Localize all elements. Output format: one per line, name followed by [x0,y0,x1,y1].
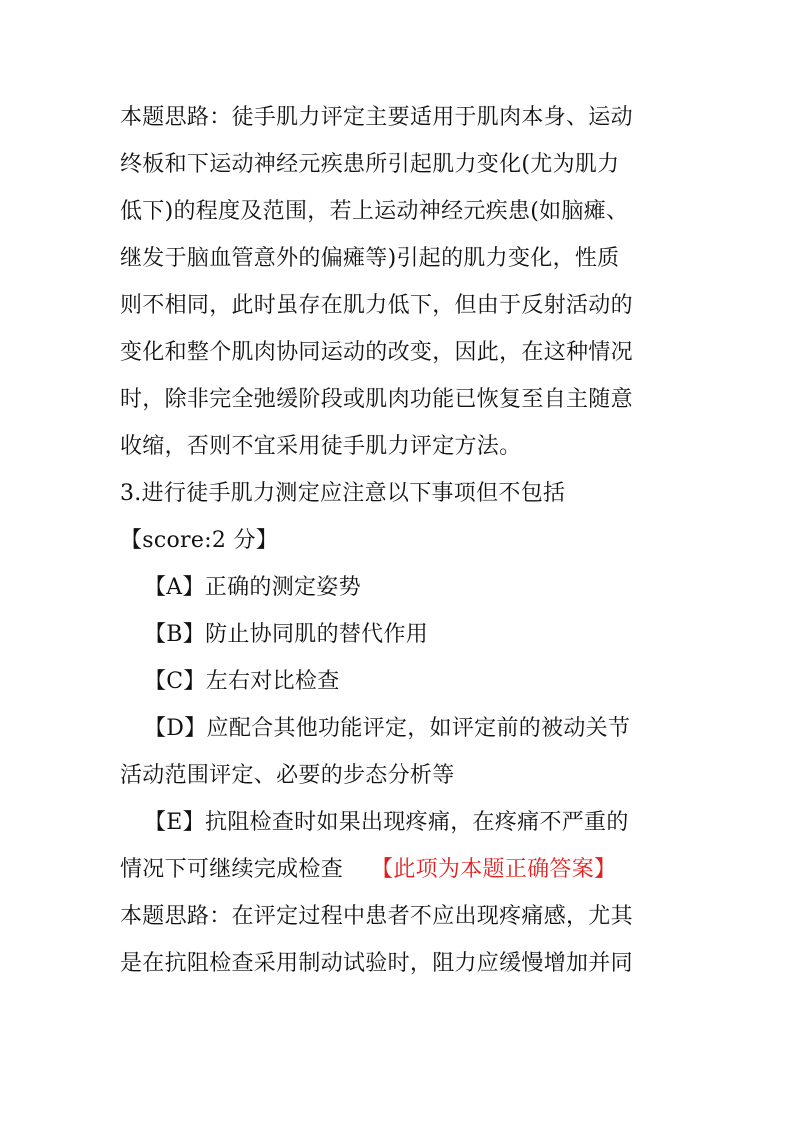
explanation-line-3: 低下)的程度及范围，若上运动神经元疾患(如脑瘫、 [120,199,629,224]
explanation-line-5: 则不相同，此时虽存在肌力低下，但由于反射活动的 [120,293,633,318]
option-b: 【B】防止协同肌的替代作用 [144,622,429,647]
explanation-line-8: 收缩，否则不宜采用徒手肌力评定方法。 [120,434,522,459]
option-a: 【A】正确的测定姿势 [144,575,361,600]
explanation2-line-1: 本题思路：在评定过程中患者不应出现疼痛感，尤其 [120,904,633,929]
option-c: 【C】左右对比检查 [144,669,340,694]
document-body [120,94,680,987]
question-text: 3.进行徒手肌力测定应注意以下事项但不包括 [120,481,566,506]
correct-answer-marker: 【此项为本题正确答案】 [371,857,617,882]
option-d-line-2: 活动范围评定、必要的步态分析等 [120,763,455,788]
explanation-line-2: 终板和下运动神经元疾患所引起肌力变化(尤为肌力 [120,152,620,177]
option-e-text: 情况下可继续完成检查 [120,857,344,882]
explanation-line-7: 时，除非完全弛缓阶段或肌肉功能已恢复至自主随意 [120,387,633,412]
question-score: 【score:2 分】 [120,528,279,553]
explanation-line-6: 变化和整个肌肉协同运动的改变，因此，在这种情况 [120,340,633,365]
explanation-line-4: 继发于脑血管意外的偏瘫等)引起的肌力变化，性质 [120,246,620,271]
option-d-line-1: 【D】应配合其他功能评定，如评定前的被动关节 [144,716,631,741]
option-e-line-1: 【E】抗阻检查时如果出现疼痛，在疼痛不严重的 [144,810,629,835]
explanation-line-1: 本题思路：徒手肌力评定主要适用于肌肉本身、运动 [120,105,633,130]
option-e-line-2 [120,846,680,893]
explanation2-line-2: 是在抗阻检查采用制动试验时，阻力应缓慢增加并同 [120,951,633,976]
